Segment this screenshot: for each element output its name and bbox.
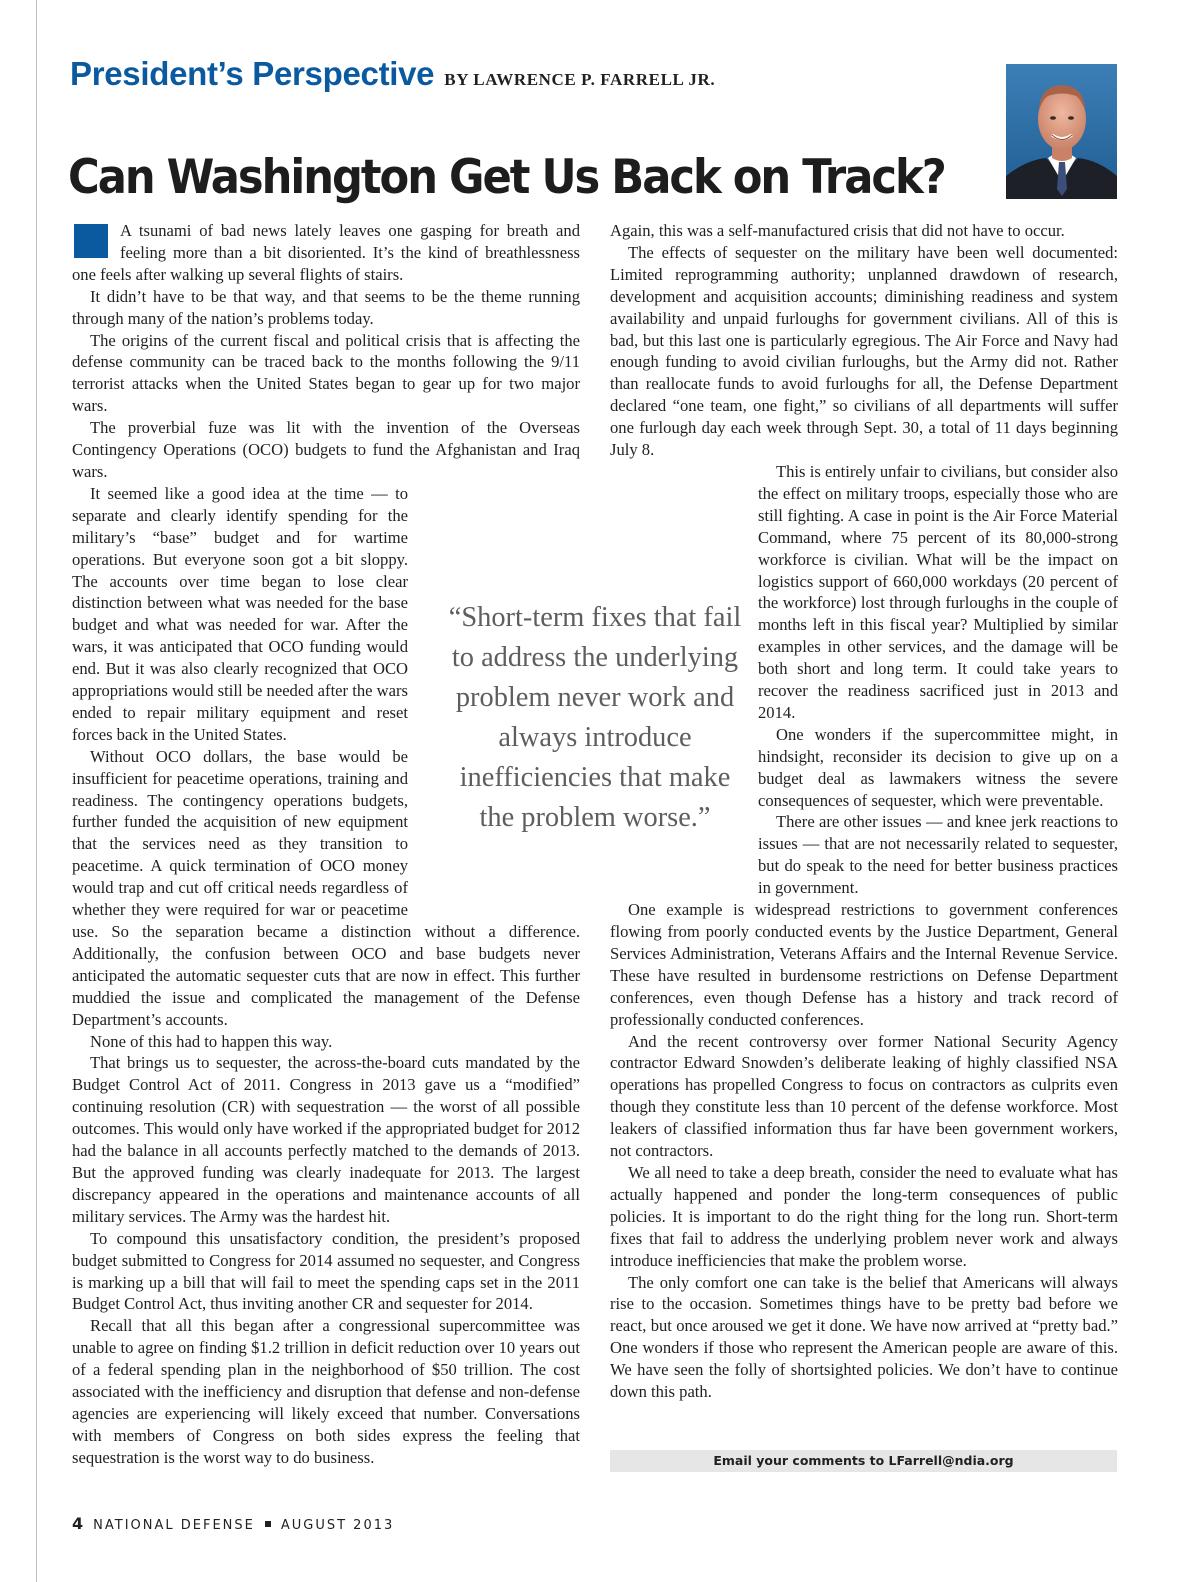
paragraph: A tsunami of bad news lately leaves one gasping for breath and feeling more than a bit disoriented. It’s the kind of breathlessness one feels after walking up several flights of stairs.: [72, 221, 580, 284]
publication-name: NATIONAL DEFENSE: [93, 1518, 255, 1533]
author-photo: [1006, 64, 1117, 199]
paragraph: It seemed like a good idea at the time — to separate and clearly identify spending for the military’s “base” budget and for wartime operations. But everyone soon got a bit sloppy. The accounts over time began to lose clear distinction between what was needed for the base budget and what was needed for war. After the wars, it was anticipated that OCO funding would end. But it was also clearly recognized that OCO appropriations would still be needed after the wars ended to repair military equipment and reset forces back in the United States.: [72, 483, 408, 744]
paragraph: The effects of sequester on the military have been well documented: Limited reprogramming authority; unplanned drawdown of research, development and acquisition accounts; diminishing readiness and system availability and unpaid furloughs for government civilians. All of this is bad, but this last one is particularly egregious. The Air Force and Navy had enough funding to avoid civilian furloughs, but the Army did not. Rather than reallocate funds to avoid furloughs for all, the Defense Department declared “one team, one fight,” so civilians of all departments will suffer one furlough day each week through Sept. 30, a total of 11 days beginning July 8.: [610, 242, 1118, 460]
paragraph: Without OCO dollars, the base would be insufficient for peacetime operations, training and readiness. The contingency operations budgets, further funded the acquisition of new equipment that the services need as they transition to peacetime. A quick termination of OCO money would trap and cut off critical needs regardless of whether they were required for war or peacetime use. So the separation became a distinction without a difference. Additionally, the confusion between OCO and base budgets never anticipated the automatic sequester cuts that are now in effect. This further muddied the issue and complicated the management of the Defense Department’s accounts.: [72, 746, 580, 1029]
paragraph: One wonders if the supercommittee might, in hindsight, reconsider its decision to give up on a budget deal as lawmakers witness the severe consequences of sequester, which were preventable.: [758, 724, 1118, 810]
email-prefix: Email your comments to: [713, 1453, 885, 1468]
byline: BY LAWRENCE P. FARRELL JR.: [444, 70, 716, 89]
paragraph: It didn’t have to be that way, and that seems to be the theme running through many of the nation’s problems today.: [72, 286, 580, 328]
paragraph: None of this had to happen this way.: [90, 1031, 333, 1051]
email-comments-bar: [610, 1450, 1117, 1472]
left-column: [72, 220, 580, 1469]
page-footer: [72, 1514, 394, 1533]
paragraph: Again, this was a self-manufactured crisis that did not have to occur.: [610, 221, 1065, 240]
paragraph: Recall that all this began after a congressional supercommittee was unable to agree on finding $1.2 trillion in deficit reduction over 10 years out of a federal spending plan in the neighborhood of $50 trillion. The cost associated with the inefficiency and disruption that defense and non-defense agencies are experiencing will likely exceed that number. Conversations with members of Congress on both sides express the feeling that sequestration is the worst way to do business.: [72, 1316, 580, 1467]
page-number: 4: [72, 1514, 84, 1533]
department-title: President’s Perspective: [70, 55, 435, 92]
paragraph: One example is widespread restrictions to government conferences flowing from poorly conducted events by the Justice Department, General Services Administration, Veterans Affairs and the Internal Revenue Service. These have resulted in burdensome restrictions on Defense Department conferences, even though Defense has a history and track record of professionally conducted conferences.: [610, 900, 1118, 1029]
pull-quote-gutter: [418, 593, 588, 911]
pull-quote: “Short-term fixes that fail to address the underlying problem never work and always introduce inefficiencies that make the problem worse.”: [448, 602, 742, 833]
paragraph: To compound this unsatisfactory condition, the president’s proposed budget submitted to Congress for 2014 assumed no sequester, and Congress is marking up a bill that will fail to meet the spending caps set in the 2011 Budget Control Act, thus inviting another CR and sequester for 2014.: [72, 1228, 580, 1314]
paragraph: The only comfort one can take is the belief that Americans will always rise to the occasion. Sometimes things have to be pretty bad before we react, but once aroused we get it done. We have now arrived at “pretty bad.” One wonders if those who represent the American people are aware of this. We have seen the folly of shortsighted policies. We don’t have to continue down this path.: [610, 1272, 1118, 1402]
footer-separator: [265, 1521, 271, 1527]
issue-date: AUGUST 2013: [280, 1518, 395, 1533]
department-header: [70, 55, 715, 93]
paragraph: The origins of the current fiscal and political crisis that is affecting the defense community can be traced back to the months following the 9/11 terrorist attacks when the United States began to gear up for two major wars.: [72, 330, 580, 416]
pull-quote-gutter: [600, 571, 750, 889]
paragraph: The proverbial fuze was lit with the invention of the Overseas Contingency Operations (OCO) budgets to fund the Afghanistan and Iraq wars.: [72, 418, 580, 481]
paragraph: That brings us to sequester, the across-the-board cuts mandated by the Budget Control Act of 2011. Congress in 2013 gave us a “modified” continuing resolution (CR) with sequestration — the worst of all possible outcomes. This would only have worked if the appropriated budget for 2012 had the balance in all accounts perfectly matched to the demands of 2013. But the approved funding was clearly inadequate for 2013. The largest discrepancy appeared in the operations and maintenance accounts of all military services. The Army was the hardest hit.: [72, 1053, 580, 1226]
drop-cap-square: [74, 224, 108, 258]
paragraph: There are other issues — and knee jerk reactions to issues — that are not necessarily related to sequester, but do speak to the need for better business practices in government.: [758, 812, 1118, 898]
paragraph: This is entirely unfair to civilians, but consider also the effect on military troops, especially those who are still fighting. A case in point is the Air Force Material Command, where 75 percent of its 80,000-strong workforce is civilian. What will be the impact on logistics support of 660,000 workdays (20 percent of the workforce) lost through furloughs in the couple of months left in this fiscal year? Multiplied by similar examples in other services, and the damage will be both short and long term. It could take years to recover the readiness sacrificed just in 2013 and 2014.: [758, 461, 1118, 722]
margin-rule: [36, 0, 37, 1582]
headline: Can Washington Get Us Back on Track?: [68, 150, 945, 205]
right-column: [610, 220, 1118, 1403]
paragraph: We all need to take a deep breath, consider the need to evaluate what has actually happened and ponder the long-term consequences of public policies. It is important to do the right thing for the long run. Short-term fixes that fail to address the underlying problem never work and always introduce inefficiencies that make the problem worse.: [610, 1162, 1118, 1270]
paragraph: And the recent controversy over former National Security Agency contractor Edward Snowden’s deliberate leaking of highly classified NSA operations has propelled Congress to focus on contractors as culprits even though they constitute less than 10 percent of the defense workforce. Most leakers of classified information thus far have been government workers, not contractors.: [610, 1031, 1118, 1161]
email-link[interactable]: LFarrell@ndia.org: [888, 1453, 1014, 1468]
